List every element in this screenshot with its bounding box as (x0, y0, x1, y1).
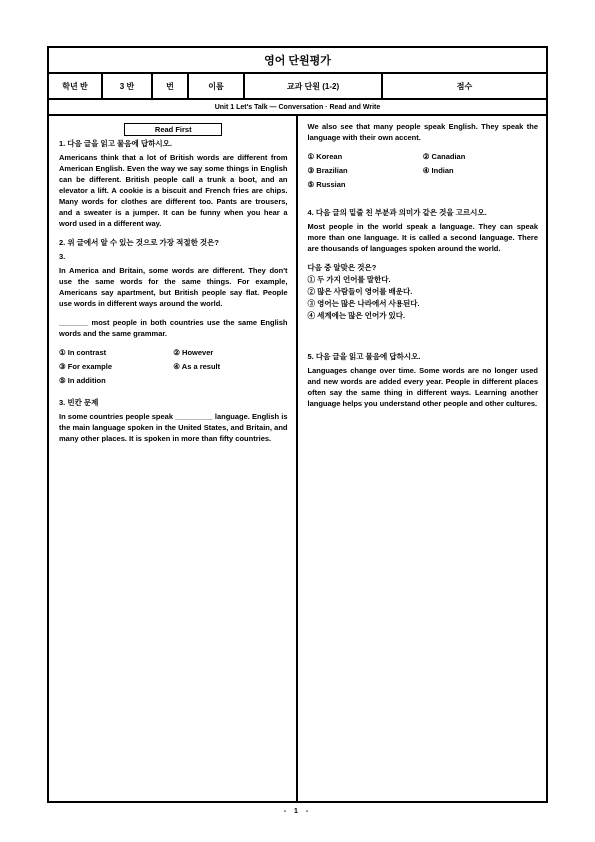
choice: ⑤ In addition (59, 376, 106, 386)
choice: ② However (173, 348, 214, 358)
info-cell: 이름 (189, 74, 245, 98)
info-cell: 번 (153, 74, 189, 98)
word-choice: ① Korean (307, 152, 343, 162)
answer-choices (59, 347, 288, 389)
choice: ③ For example (59, 362, 112, 372)
page-footer: - 1 - (283, 808, 312, 815)
question-2: 2. 위 글에서 알 수 있는 것으로 가장 적절한 것은? (59, 238, 219, 248)
info-row (49, 74, 546, 100)
list-lead: 다음 중 알맞은 것은? (307, 263, 377, 273)
passage-6: Most people in the world speak a language. They can speak more than one language. It is called a second language. There are thousands of languages spoken around the world. (307, 222, 538, 254)
right-column (298, 116, 547, 801)
word-choices (308, 151, 539, 193)
choice: ① In contrast (59, 348, 107, 358)
question-5: 4. 다음 글의 밑줄 친 부분과 의미가 같은 것을 고르시오. (307, 208, 487, 218)
choice: ④ As a result (173, 362, 221, 372)
passage-2: In America and Britain, some words are different. They don't use the same words for the same things. For example, Americans say apartment, but British people say flat. People use words in different ways around the world. (59, 266, 288, 309)
worksheet-page (47, 46, 548, 803)
worksheet-title: 영어 단원평가 (49, 48, 546, 74)
passage-4: In some countries people speak _________ language. English is the main language spoken in the United States, and Britain, and many other places. It is spoken in more than fifty countries. (59, 412, 288, 444)
list-item: ④ 세계에는 많은 언어가 있다. (307, 311, 406, 321)
passage-5: We also see that many people speak English. They speak the language with their own accent. (307, 122, 538, 143)
word-choice: ④ Indian (422, 166, 454, 176)
question-6: 5. 다음 글을 읽고 물음에 답하시오. (307, 352, 421, 362)
question-3-number: 3. (59, 252, 66, 262)
info-cell: 교과 단원 (1-2) (245, 74, 383, 98)
passage-3: _______ most people in both countries use the same English words and the same grammar. (59, 318, 288, 339)
passage-7: Languages change over time. Some words are no longer used and new words are added every year. People in different places often say the same thing in different ways. Learning another language helps you understand other people and other cultures. (307, 366, 538, 409)
info-cell: 점수 (456, 81, 473, 91)
passage-1: Americans think that a lot of British words are different from American English. Even the way we say some things in English can be different. British people call a trunk a boot, and an elevator a lift. A cookie is a biscuit and French fries are chips. Many words for clothes are different too. Pants are trousers, and a sweater is a jumper. It can be funny when you hear a word used in a different way. (59, 153, 288, 229)
info-cell: 3 반 (103, 74, 153, 98)
list-item: ① 두 가지 언어를 말한다. (307, 275, 391, 285)
info-cell: 학년 반 (49, 74, 103, 98)
word-choice: ② Canadian (422, 152, 466, 162)
question-1: 1. 다음 글을 읽고 물음에 답하시오. (59, 139, 172, 149)
section-title: Read First (124, 123, 222, 136)
left-column (49, 116, 298, 801)
list-item: ② 많은 사람들이 영어를 배운다. (307, 287, 413, 297)
word-choice: ③ Brazilian (307, 166, 348, 176)
question-4: 3. 빈칸 문제 (59, 398, 99, 408)
list-item: ③ 영어는 많은 나라에서 사용된다. (307, 299, 420, 309)
word-choice: ⑤ Russian (307, 180, 346, 190)
subtitle: Unit 1 Let's Talk — Conversation · Read and Write (49, 100, 546, 116)
